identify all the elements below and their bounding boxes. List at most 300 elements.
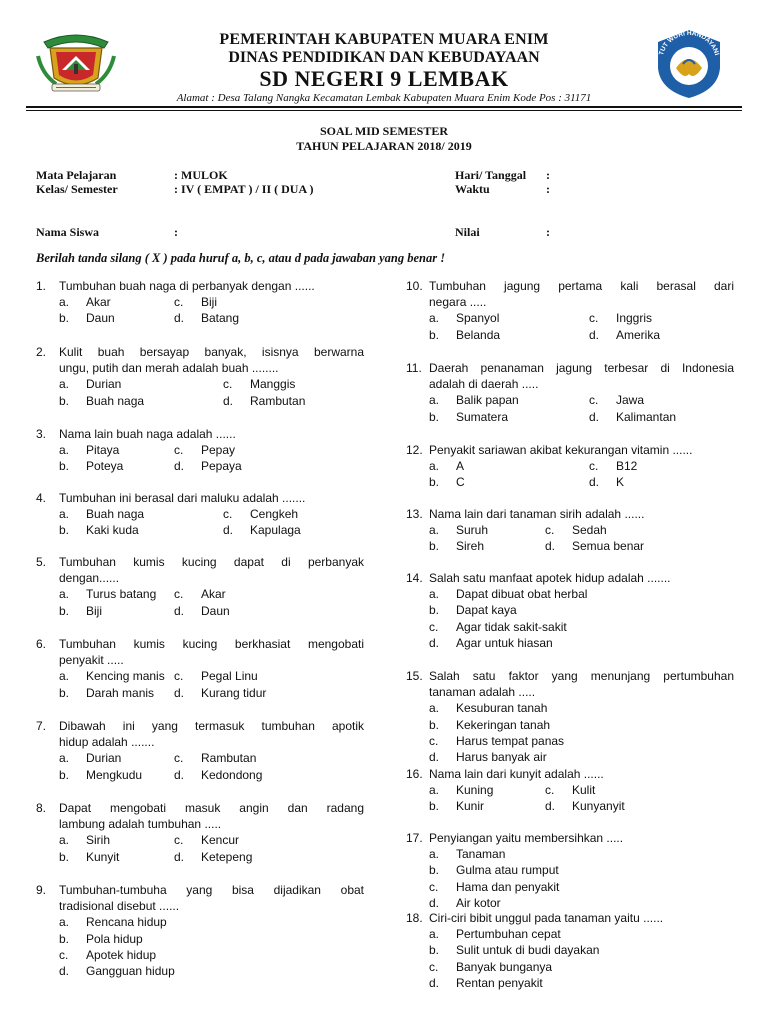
answer-option	[59, 603, 174, 619]
option-text: Rambutan	[250, 393, 306, 408]
question-number: 3.	[36, 427, 47, 441]
question-item	[36, 426, 364, 475]
option-row	[59, 603, 364, 619]
option-text: Rambutan	[201, 751, 257, 766]
question-item	[406, 766, 734, 815]
question-number	[36, 898, 59, 914]
option-letter: c.	[429, 959, 439, 974]
question-item	[36, 490, 364, 539]
option-text: Mengkudu	[86, 767, 143, 782]
answer-options	[406, 700, 734, 765]
answer-options	[406, 926, 734, 991]
option-row	[429, 862, 734, 878]
option-text: C	[456, 475, 465, 490]
option-row	[429, 522, 734, 538]
answer-options	[36, 294, 364, 326]
question-text: Tumbuhan ini berasal dari maluku adalah .......	[59, 491, 306, 505]
option-letter: a.	[59, 443, 70, 458]
header-divider-thin	[26, 110, 742, 111]
option-letter: b.	[429, 539, 440, 554]
option-row	[429, 619, 734, 635]
option-row	[429, 635, 734, 651]
question-line	[36, 800, 364, 816]
answer-option	[429, 846, 505, 862]
question-number: 2.	[36, 345, 47, 359]
option-letter: c.	[223, 507, 233, 522]
question-item	[406, 570, 734, 651]
option-text: Kesuburan tanah	[456, 701, 548, 716]
option-letter: a.	[429, 523, 440, 538]
option-letter: a.	[59, 751, 70, 766]
option-text: Agar untuk hiasan	[456, 635, 553, 650]
answer-option	[429, 409, 589, 425]
option-text: Durian	[86, 377, 122, 392]
question-line	[406, 684, 734, 700]
option-row	[429, 879, 734, 895]
answer-option	[59, 458, 174, 474]
option-letter: a.	[59, 377, 70, 392]
option-text: Buah naga	[86, 393, 145, 408]
question-number: 6.	[36, 637, 47, 651]
question-line	[36, 554, 364, 570]
option-letter: d.	[223, 523, 234, 538]
question-text: adalah di daerah .....	[429, 377, 539, 392]
option-row	[59, 668, 364, 684]
date-value: :	[546, 168, 550, 182]
option-text: Kurang tidur	[201, 685, 267, 700]
option-row	[59, 442, 364, 458]
question-number: 10.	[406, 279, 423, 293]
option-row	[59, 931, 364, 947]
question-text: Penyiangan yaitu membersihkan .....	[429, 831, 624, 845]
student-name-value: :	[174, 225, 178, 239]
option-letter: b.	[429, 717, 440, 732]
option-text: Inggris	[616, 311, 653, 326]
question-text: Ciri-ciri bibit unggul pada tanaman yaitu ......	[429, 911, 664, 925]
answer-option	[223, 506, 298, 522]
question-text: dengan......	[59, 571, 120, 586]
question-number: 1.	[36, 279, 47, 293]
answer-option	[59, 668, 174, 684]
option-row	[59, 914, 364, 930]
option-text: Pitaya	[86, 443, 120, 458]
question-text: Tumbuhan-tumbuha yang bisa dijadikan obat	[59, 883, 364, 897]
option-text: Daun	[86, 311, 115, 326]
question-text: penyakit .....	[59, 653, 124, 668]
option-text: Balik papan	[456, 393, 519, 408]
option-text: Kekeringan tanah	[456, 717, 551, 732]
question-number	[406, 684, 429, 700]
option-row	[59, 310, 364, 326]
answer-option	[545, 538, 644, 554]
answer-option	[429, 749, 547, 765]
option-text: Cengkeh	[250, 507, 299, 522]
question-number: 12.	[406, 443, 423, 457]
question-number	[406, 294, 429, 310]
question-text: Tumbuhan kumis kucing berkhasiat mengobati	[59, 637, 364, 651]
answer-option	[429, 798, 545, 814]
question-line	[406, 442, 734, 458]
option-letter: a.	[429, 311, 440, 326]
option-letter: a.	[429, 393, 440, 408]
question-item	[36, 554, 364, 619]
option-row	[429, 327, 734, 343]
option-text: Ketepeng	[201, 849, 253, 864]
question-text: ungu, putih dan merah adalah buah ........	[59, 361, 279, 376]
option-row	[429, 392, 734, 408]
answer-option	[59, 849, 174, 865]
option-text: Jawa	[616, 393, 645, 408]
answer-option	[429, 879, 559, 895]
option-row	[59, 767, 364, 783]
tut-wuri-handayani-logo-icon	[648, 28, 730, 100]
answer-options	[36, 914, 364, 979]
option-text: Durian	[86, 751, 122, 766]
question-number: 15.	[406, 669, 423, 683]
question-text: Dibawah ini yang termasuk tumbuhan apotik	[59, 719, 364, 733]
option-letter: d.	[429, 749, 440, 764]
option-row	[429, 733, 734, 749]
answer-option	[59, 506, 223, 522]
option-letter: c.	[429, 879, 439, 894]
option-text: Akar	[201, 587, 226, 602]
logo-motto: TUT WURI HANDAYANI	[657, 29, 721, 57]
question-text: tradisional disebut ......	[59, 899, 180, 914]
option-text: Akar	[86, 295, 111, 310]
answer-option	[429, 538, 545, 554]
answer-option	[59, 310, 174, 326]
option-text: Belanda	[456, 327, 501, 342]
answer-option	[59, 963, 175, 979]
answer-options	[36, 376, 364, 408]
answer-option	[429, 975, 543, 991]
option-letter: a.	[59, 587, 70, 602]
option-text: Sumatera	[456, 409, 509, 424]
answer-option	[589, 392, 644, 408]
option-letter: c.	[589, 311, 599, 326]
option-text: Sulit untuk di budi dayakan	[456, 943, 600, 958]
answer-option	[59, 393, 223, 409]
answer-option	[59, 931, 143, 947]
question-line	[36, 344, 364, 360]
option-letter: d.	[174, 849, 185, 864]
option-letter: a.	[429, 927, 440, 942]
answer-option	[429, 635, 553, 651]
option-text: Sirih	[86, 833, 111, 848]
option-letter: a.	[429, 783, 440, 798]
option-letter: c.	[174, 443, 184, 458]
letterhead	[0, 0, 768, 106]
question-text: Penyakit sariawan akibat kekurangan vitamin ......	[429, 443, 693, 457]
option-letter: b.	[59, 311, 70, 326]
question-number: 16.	[406, 767, 423, 781]
option-row	[59, 376, 364, 392]
answer-option	[59, 376, 223, 392]
option-text: Sedah	[572, 523, 607, 538]
question-item	[406, 910, 734, 991]
question-line	[406, 830, 734, 846]
option-text: Kedondong	[201, 767, 263, 782]
government-line: PEMERINTAH KABUPATEN MUARA ENIM	[219, 31, 549, 48]
answer-options	[406, 782, 734, 814]
question-line	[406, 294, 734, 310]
option-row	[429, 458, 734, 474]
option-letter: c.	[429, 619, 439, 634]
question-line	[406, 668, 734, 684]
option-row	[429, 798, 734, 814]
option-text: Kapulaga	[250, 523, 301, 538]
score-label: Nilai	[455, 225, 480, 239]
student-name-label: Nama Siswa	[36, 225, 100, 239]
option-text: Pepay	[201, 443, 236, 458]
option-row	[429, 895, 734, 911]
answer-option	[429, 733, 564, 749]
option-text: Dapat kaya	[456, 603, 517, 618]
option-text: Dapat dibuat obat herbal	[456, 587, 588, 602]
option-row	[59, 522, 364, 538]
option-text: Gangguan hidup	[86, 963, 175, 978]
question-item	[406, 506, 734, 555]
answer-option	[223, 393, 305, 409]
question-number	[36, 816, 59, 832]
question-line	[36, 278, 364, 294]
option-row	[429, 586, 734, 602]
option-text: Harus tempat panas	[456, 733, 565, 748]
answer-options	[36, 668, 364, 700]
question-text: Tumbuhan jagung pertama kali berasal dari	[429, 279, 734, 293]
option-text: Daun	[201, 603, 230, 618]
question-text: Tumbuhan buah naga di perbanyak dengan ......	[59, 279, 315, 293]
option-letter: a.	[59, 507, 70, 522]
option-row	[59, 963, 364, 979]
question-item	[36, 278, 364, 327]
answer-options	[36, 442, 364, 474]
school-address: Alamat : Desa Talang Nangka Kecamatan Lembak Kabupaten Muara Enim Kode Pos : 31171	[176, 92, 592, 104]
option-letter: d.	[174, 767, 185, 782]
answer-options	[406, 846, 734, 911]
option-row	[59, 458, 364, 474]
time-value: :	[546, 182, 550, 196]
option-text: Harus banyak air	[456, 749, 547, 764]
question-number	[36, 360, 59, 376]
option-text: Amerika	[616, 327, 661, 342]
option-text: B12	[616, 459, 638, 474]
question-line	[406, 360, 734, 376]
question-text: tanaman adalah .....	[429, 685, 536, 700]
answer-option	[223, 376, 295, 392]
option-letter: d.	[589, 327, 600, 342]
question-number: 17.	[406, 831, 423, 845]
question-number: 18.	[406, 911, 423, 925]
option-row	[429, 959, 734, 975]
question-text: Tumbuhan kumis kucing dapat di perbanyak	[59, 555, 364, 569]
answer-option	[429, 522, 545, 538]
answer-option	[174, 832, 239, 848]
question-number	[406, 376, 429, 392]
option-letter: d.	[545, 539, 556, 554]
option-letter: b.	[429, 327, 440, 342]
option-text: Kencing manis	[86, 669, 165, 684]
answer-option	[589, 327, 660, 343]
option-text: Darah manis	[86, 685, 155, 700]
option-letter: b.	[59, 685, 70, 700]
question-number: 5.	[36, 555, 47, 569]
answer-option	[429, 602, 517, 618]
option-text: Manggis	[250, 377, 296, 392]
answer-option	[429, 862, 559, 878]
answer-option	[429, 782, 545, 798]
option-row	[429, 474, 734, 490]
question-text: Salah satu faktor yang menunjang pertumbuhan	[429, 669, 734, 683]
option-letter: b.	[59, 931, 70, 946]
option-row	[59, 849, 364, 865]
question-number	[36, 734, 59, 750]
option-letter: a.	[429, 701, 440, 716]
option-letter: b.	[429, 603, 440, 618]
option-text: Pepaya	[201, 459, 242, 474]
question-item	[36, 718, 364, 783]
option-row	[59, 832, 364, 848]
option-text: Rentan penyakit	[456, 975, 543, 990]
answer-option	[429, 895, 501, 911]
option-text: Banyak bunganya	[456, 959, 553, 974]
option-letter: d.	[59, 963, 70, 978]
answer-option	[59, 832, 174, 848]
option-text: Kunyit	[86, 849, 120, 864]
option-text: Rencana hidup	[86, 915, 167, 930]
answer-option	[545, 798, 625, 814]
answer-option	[174, 294, 217, 310]
question-line	[36, 718, 364, 734]
option-text: Spanyol	[456, 311, 500, 326]
class-label: Kelas/ Semester	[36, 182, 118, 196]
option-text: Agar tidak sakit-sakit	[456, 619, 567, 634]
option-row	[429, 942, 734, 958]
answer-options	[406, 458, 734, 490]
option-row	[429, 782, 734, 798]
option-letter: a.	[429, 847, 440, 862]
option-letter: c.	[174, 751, 184, 766]
answer-option	[174, 849, 252, 865]
option-letter: a.	[59, 295, 70, 310]
question-line	[406, 506, 734, 522]
answer-option	[429, 586, 587, 602]
option-text: Kunyanyit	[572, 799, 625, 814]
option-text: Pola hidup	[86, 931, 143, 946]
answer-option	[59, 914, 167, 930]
answer-option	[429, 926, 561, 942]
option-letter: a.	[429, 459, 440, 474]
option-row	[429, 700, 734, 716]
time-label: Waktu	[455, 182, 490, 196]
answer-option	[429, 474, 589, 490]
question-line	[36, 570, 364, 586]
answer-option	[429, 327, 589, 343]
question-number: 13.	[406, 507, 423, 521]
option-letter: c.	[174, 833, 184, 848]
answer-option	[589, 310, 652, 326]
score-value: :	[546, 225, 550, 239]
question-number: 4.	[36, 491, 47, 505]
option-row	[429, 409, 734, 425]
answer-option	[59, 750, 174, 766]
option-letter: d.	[174, 459, 185, 474]
answer-option	[59, 947, 156, 963]
question-line	[36, 490, 364, 506]
answer-option	[429, 700, 547, 716]
question-number	[36, 570, 59, 586]
answer-option	[429, 458, 589, 474]
question-item	[36, 636, 364, 701]
answer-option	[174, 668, 258, 684]
option-letter: c.	[545, 523, 555, 538]
option-row	[429, 602, 734, 618]
question-item	[36, 800, 364, 865]
answer-option	[429, 942, 599, 958]
option-letter: b.	[59, 767, 70, 782]
option-text: Pertumbuhan cepat	[456, 927, 561, 942]
option-text: Suruh	[456, 523, 489, 538]
answer-options	[406, 310, 734, 342]
question-line	[36, 734, 364, 750]
option-row	[429, 538, 734, 554]
answer-option	[429, 717, 550, 733]
option-letter: d.	[174, 685, 185, 700]
question-item	[36, 344, 364, 409]
answer-option	[429, 392, 589, 408]
question-number: 8.	[36, 801, 47, 815]
option-row	[59, 294, 364, 310]
option-letter: b.	[59, 459, 70, 474]
option-text: Kulit	[572, 783, 596, 798]
question-line	[406, 278, 734, 294]
answer-option	[59, 685, 174, 701]
question-text: Kulit buah bersayap banyak, isisnya berwarna	[59, 345, 364, 359]
option-letter: d.	[589, 409, 600, 424]
answer-options	[36, 506, 364, 538]
option-letter: b.	[429, 475, 440, 490]
option-text: A	[456, 459, 465, 474]
question-line	[406, 910, 734, 926]
option-letter: b.	[59, 603, 70, 618]
option-letter: d.	[174, 311, 185, 326]
academic-year: TAHUN PELAJARAN 2018/ 2019	[296, 139, 472, 153]
option-text: Biji	[86, 603, 103, 618]
option-letter: d.	[223, 393, 234, 408]
option-letter: c.	[174, 587, 184, 602]
option-letter: c.	[545, 783, 555, 798]
question-number: 7.	[36, 719, 47, 733]
question-text: negara .....	[429, 295, 487, 310]
option-letter: b.	[429, 409, 440, 424]
question-number: 14.	[406, 571, 423, 585]
option-letter: c.	[174, 295, 184, 310]
instruction: Berilah tanda silang ( X ) pada huruf a, b, c, atau d pada jawaban yang benar !	[36, 251, 446, 265]
option-letter: d.	[174, 603, 185, 618]
answer-option	[174, 586, 226, 602]
option-text: Kaki kuda	[86, 523, 139, 538]
question-line	[36, 816, 364, 832]
option-letter: c.	[589, 393, 599, 408]
option-text: Semua benar	[572, 539, 645, 554]
option-text: Pegal Linu	[201, 669, 258, 684]
option-text: Air kotor	[456, 895, 501, 910]
option-text: Gulma atau rumput	[456, 863, 559, 878]
question-item	[406, 278, 734, 343]
question-item	[406, 830, 734, 911]
option-row	[429, 749, 734, 765]
answer-option	[589, 458, 637, 474]
